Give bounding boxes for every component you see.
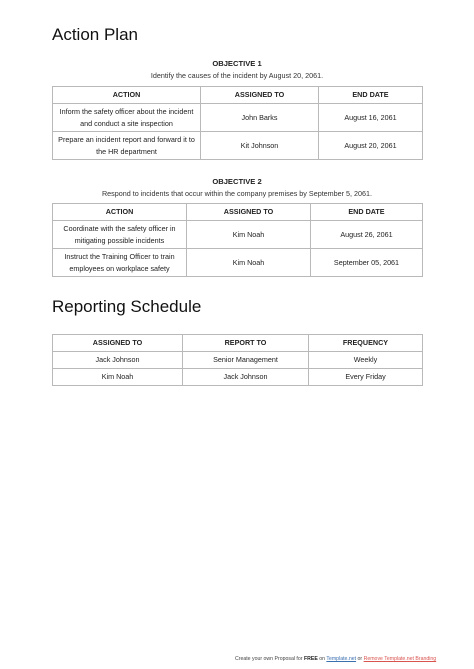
- reporting-schedule-table: [52, 334, 423, 386]
- remove-branding-link[interactable]: Remove Template.net Branding: [363, 656, 437, 662]
- action-cell: Prepare an incident report and forward it to the HR department: [53, 132, 201, 160]
- assigned-cell: Kim Noah: [187, 221, 311, 249]
- objective-2-title: OBJECTIVE 2: [212, 177, 262, 186]
- objective-1-table: [52, 86, 423, 160]
- assigned-cell: John Barks: [201, 104, 319, 132]
- report-to-cell: Jack Johnson: [183, 369, 309, 386]
- frequency-cell: Every Friday: [309, 369, 423, 386]
- column-header: END DATE: [311, 204, 423, 221]
- action-cell: Inform the safety officer about the incident and conduct a site inspection: [53, 104, 201, 132]
- column-header: ACTION: [53, 87, 201, 104]
- action-plan-heading: Action Plan: [52, 25, 138, 44]
- end-date-cell: September 05, 2061: [311, 249, 423, 277]
- table-header-row: [53, 204, 423, 221]
- end-date-cell: August 26, 2061: [311, 221, 423, 249]
- objective-2-description: Respond to incidents that occur within the company premises by September 5, 2061.: [101, 189, 373, 198]
- column-header: ACTION: [53, 204, 187, 221]
- table-row: [53, 132, 423, 160]
- report-to-cell: Senior Management: [183, 352, 309, 369]
- table-row: [53, 352, 423, 369]
- table-row: [53, 104, 423, 132]
- table-row: [53, 221, 423, 249]
- table-header-row: [53, 87, 423, 104]
- action-cell: Coordinate with the safety officer in mitigating possible incidents: [53, 221, 187, 249]
- objective-1-title: OBJECTIVE 1: [212, 59, 262, 68]
- assigned-cell: Kim Noah: [53, 369, 183, 386]
- footer-on: on: [319, 656, 326, 662]
- frequency-cell: Weekly: [309, 352, 423, 369]
- end-date-cell: August 16, 2061: [319, 104, 423, 132]
- objective-2-table: [52, 203, 423, 277]
- column-header: ASSIGNED TO: [201, 87, 319, 104]
- template-net-link[interactable]: Template.net: [326, 656, 357, 662]
- column-header: ASSIGNED TO: [187, 204, 311, 221]
- column-header: ASSIGNED TO: [53, 335, 183, 352]
- assigned-cell: Jack Johnson: [53, 352, 183, 369]
- table-header-row: [53, 335, 423, 352]
- footer-prefix: Create your own Proposal for: [235, 656, 303, 662]
- footer-or: or: [357, 656, 363, 662]
- column-header: FREQUENCY: [309, 335, 423, 352]
- action-cell: Instruct the Training Officer to train employees on workplace safety: [53, 249, 187, 277]
- reporting-schedule-heading: Reporting Schedule: [52, 297, 202, 316]
- footer-free: FREE: [303, 656, 318, 662]
- column-header: REPORT TO: [183, 335, 309, 352]
- footer-banner: [235, 656, 436, 662]
- column-header: END DATE: [319, 87, 423, 104]
- table-row: [53, 369, 423, 386]
- assigned-cell: Kim Noah: [187, 249, 311, 277]
- end-date-cell: August 20, 2061: [319, 132, 423, 160]
- objective-1-description: Identify the causes of the incident by August 20, 2061.: [150, 71, 324, 80]
- table-row: [53, 249, 423, 277]
- assigned-cell: Kit Johnson: [201, 132, 319, 160]
